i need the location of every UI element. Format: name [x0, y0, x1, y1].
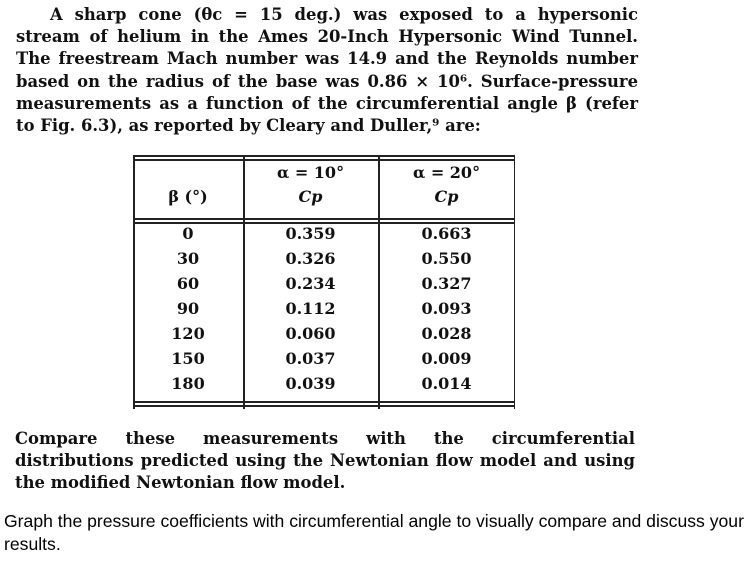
- cp-alpha10-value: 0.326: [285, 249, 336, 268]
- header-alpha10-cp: Cp: [298, 187, 323, 206]
- cp-alpha10-value: 0.234: [285, 274, 336, 293]
- cp-alpha20-value: 0.014: [421, 374, 472, 393]
- header-alpha20: α = 20°: [412, 163, 481, 182]
- table-top-rule-2: [133, 159, 515, 161]
- beta-value: 0: [182, 224, 194, 243]
- cp-alpha10-value: 0.359: [285, 224, 336, 243]
- cp-alpha20-value: 0.327: [421, 274, 472, 293]
- beta-value: 60: [176, 274, 200, 293]
- cp-alpha20-value: 0.663: [421, 224, 472, 243]
- beta-value: 120: [171, 324, 205, 343]
- header-beta: β (°): [168, 187, 208, 206]
- cp-data-table: [133, 155, 515, 409]
- beta-value: 150: [171, 349, 205, 368]
- beta-value: 30: [176, 249, 200, 268]
- cp-alpha20-value: 0.093: [421, 299, 472, 318]
- cp-alpha20-value: 0.550: [421, 249, 472, 268]
- cp-alpha10-value: 0.037: [285, 349, 336, 368]
- table-bottom-rule-2: [133, 405, 515, 407]
- cp-alpha10-value: 0.112: [285, 299, 336, 318]
- task-instruction: Graph the pressure coefficients with circumferential angle to visually compare and discuss your results.: [4, 511, 744, 554]
- compare-paragraph: Compare these measurements with the circumferential distributions predicted using the Newtonian flow model and using the modified Newtonian flow model.: [15, 429, 635, 493]
- beta-value: 180: [171, 374, 205, 393]
- cp-alpha10-value: 0.060: [285, 324, 336, 343]
- problem-intro-paragraph: [16, 4, 638, 137]
- table-header-rule-1: [133, 218, 515, 220]
- cp-alpha10-value: 0.039: [285, 374, 336, 393]
- table-top-rule-1: [133, 155, 515, 157]
- cp-alpha20-value: 0.028: [421, 324, 472, 343]
- problem-intro-text: A sharp cone (θc = 15 deg.) was exposed to a hypersonic stream of helium in the Ames 20-Inch Hypersonic Wind Tunnel. The freestream Mach number was 14.9 and the Reynolds number based on the radius of the base was 0.86 × 10⁶. Surface-pressure measurements as a function of the circumferential angle β (refer to Fig. 6.3), as reported by Cleary and Duller,⁹ are:: [16, 5, 638, 136]
- header-alpha10: α = 10°: [276, 163, 345, 182]
- table-bottom-rule-1: [133, 401, 515, 403]
- header-alpha20-cp: Cp: [434, 187, 459, 206]
- cp-alpha20-value: 0.009: [421, 349, 472, 368]
- beta-value: 90: [176, 299, 200, 318]
